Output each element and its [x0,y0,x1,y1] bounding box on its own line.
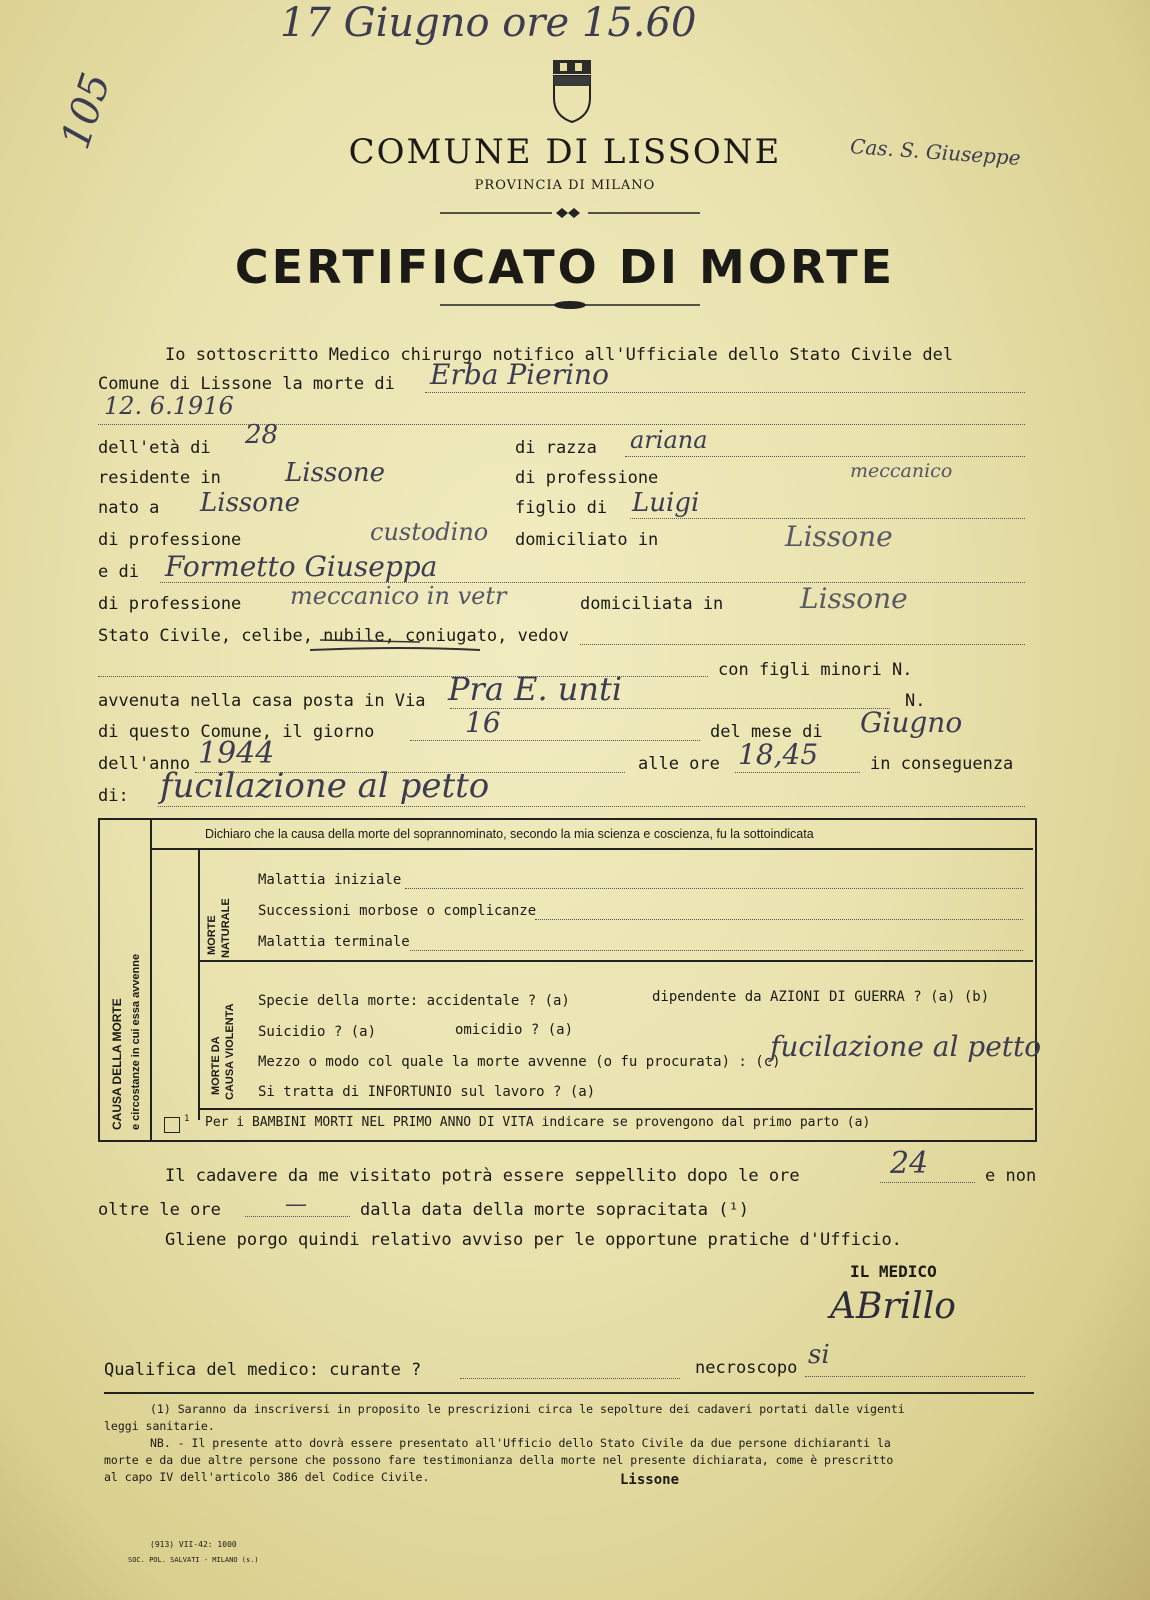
title-divider [440,298,700,312]
mezzo-modo: Mezzo o modo col quale la morte avvenne (o fu procurata) : (c) [258,1054,781,1070]
checkbox-note: 1 [184,1114,190,1124]
specie-morte: Specie della morte: accidentale ? (a) [258,993,570,1009]
ore-value: 18,45 [738,738,819,771]
avviso-line: Gliene porgo quindi relativo avviso per le opportune pratiche d'Ufficio. [165,1230,902,1250]
il-medico-label: IL MEDICO [850,1262,937,1281]
provincia-subtitle: PROVINCIA DI MILANO [474,178,656,193]
bambini-note: Per i BAMBINI MORTI NEL PRIMO ANNO DI VITA indicare se provengono dal primo parto (a) [205,1115,871,1130]
comune-title: COMUNE DI LISSONE [348,132,782,172]
conseguenza-label: in conseguenza [870,754,1014,774]
cause-header-rule [152,848,1033,850]
cause-side-sublabel: e circostanze in cui essa avvenne [130,953,142,1130]
qualifica-dotted [460,1378,680,1379]
natural-row-1: Malattia iniziale [258,872,402,888]
di-label: di: [98,786,129,806]
cause-side-label: CAUSA DELLA MORTE [110,998,124,1130]
age-value: 28 [245,420,279,450]
padre-dom-label: domiciliato in [515,530,659,550]
cause-box-header: Dichiaro che la causa della morte del soprannominato, secondo la mia scienza e coscienza, fu la sottoindicata [205,827,814,841]
numero-label: N. [905,691,926,711]
razza-dotted-line [625,456,1025,457]
handwritten-date-time: 17 Giugno ore 15.60 [280,0,697,46]
ore-dotted-line [735,772,860,773]
infortunio: Si tratta di INFORTUNIO sul lavoro ? (a) [258,1084,596,1100]
natural-death-sublabel: NATURALE [220,898,232,958]
coat-of-arms-icon [550,58,594,124]
natural-violent-rule [198,960,1033,962]
cause-inner-divider [198,850,200,1120]
name-dotted-line [425,392,1025,393]
qualifica-label: Qualifica del medico: curante ? [104,1360,422,1380]
mezzo-handwritten: fucilazione al petto [770,1030,1042,1063]
intro-line: Io sottoscritto Medico chirurgo notifico all'Ufficiale dello Stato Civile del [165,345,954,365]
note-1: (1) Saranno da inscriversi in proposito le prescrizioni circa le sepolture dei cadaveri portati dalle vigenti [150,1402,905,1416]
via-value: Pra E. unti [448,670,623,708]
stato-civile-dotted-line [580,644,1025,645]
cause-box-side-divider [150,818,152,1140]
stato-civile-strikes [240,632,570,656]
giorno-dotted-line [410,740,700,741]
birth-date-dotted-line [98,424,1025,425]
azioni-guerra: dipendente da AZIONI DI GUERRA ? (a) (b) [652,989,990,1005]
causa-dotted-line [158,806,1025,807]
madre-prof-label: di professione [98,594,242,614]
causa-value: fucilazione al petto [160,766,490,806]
residente-value: Lissone [285,458,386,488]
ornament-divider [440,205,700,221]
residente-label: residente in [98,468,221,488]
razza-label: di razza [515,438,597,458]
mese-value: Giugno [860,706,963,739]
madre-prof-value: meccanico in vetr [290,582,507,610]
notes-rule [104,1392,1034,1394]
via-dotted-line [450,708,890,709]
document-title: CERTIFICATO DI MORTE [234,240,896,294]
handwritten-side-note: Cas. S. Giuseppe [849,134,1022,170]
e-di-label: e di [98,562,139,582]
figlio-label: figlio di [515,498,608,518]
anno-value: 1944 [198,736,275,771]
oltre-value: — [285,1192,307,1217]
violent-death-label: MORTE DA [210,1036,222,1095]
natural-row-3: Malattia terminale [258,934,410,950]
seppellito-line: Il cadavere da me visitato potrà essere seppellito dopo le ore [165,1166,800,1186]
natural-row-1-dotted [405,888,1023,889]
natural-row-2: Successioni morbose o complicanze [258,903,537,919]
e-non-label: e non [985,1166,1037,1186]
giorno-value: 16 [465,706,501,739]
print-code: (913) VII-42: 1000 [150,1540,237,1549]
padre-value: Luigi [632,488,700,518]
anno-label: dell'anno [98,754,191,774]
professione-label: di professione [515,468,659,488]
professione-value: meccanico [850,460,953,482]
medico-signature: ABrillo [830,1286,956,1327]
padre-prof-value: custodino [370,518,489,546]
necroscopo-label: necroscopo [695,1358,798,1378]
razza-value: ariana [630,426,708,454]
avvenuta-label: avvenuta nella casa posta in Via [98,691,426,711]
natural-row-2-dotted [535,919,1023,920]
note-1b: leggi sanitarie. [104,1419,215,1433]
birth-date: 12. 6.1916 [104,392,234,420]
padre-prof-label: di professione [98,530,242,550]
mese-label: del mese di [710,722,823,742]
madre-dom-label: domiciliata in [580,594,724,614]
ore-label: alle ore [638,754,720,774]
madre-dom-value: Lissone [800,582,908,615]
padre-dom-value: Lissone [785,520,893,553]
suicidio: Suicidio ? (a) [258,1024,377,1040]
nato-label: nato a [98,498,160,518]
omicidio: omicidio ? (a) [455,1022,574,1038]
printer-name: SOC. POL. SALVATI - MILANO (s.) [128,1556,259,1564]
padre-dotted-line [630,518,1025,519]
note-2: NB. - Il presente atto dovrà essere presentato all'Ufficio dello Stato Civile da due persone dichiaranti la [150,1436,891,1450]
seppellimento-dotted [880,1182,975,1183]
oltre-label: oltre le ore [98,1200,221,1220]
note-2b: morte e da due altre persone che possono fare testimonianza della morte nel presente dichiarata, come è prescritto [104,1453,894,1467]
deceased-name: Erba Pierino [430,358,609,391]
madre-value: Formetto Giuseppa [165,550,438,583]
checkbox[interactable] [164,1117,180,1133]
comune-giorno-label: di questo Comune, il giorno [98,722,375,742]
necroscopo-dotted [805,1376,1025,1377]
eta-label: dell'età di [98,438,211,458]
natural-row-3-dotted [410,950,1023,951]
seppellimento-ore: 24 [890,1146,929,1181]
violent-death-sublabel: CAUSA VIOLENTA [224,1003,236,1100]
stato-civile-line: Stato Civile, celibe, nubile, coniugato, vedov [98,626,569,646]
dalla-data: dalla data della morte sopracitata (¹) [360,1200,749,1220]
oltre-dotted [245,1216,350,1217]
necroscopo-hand: si [808,1340,830,1370]
natural-death-label: MORTE [206,915,218,955]
nato-value: Lissone [200,488,301,518]
morte-di-label: Comune di Lissone la morte di [98,374,395,394]
note-2c: al capo IV dell'articolo 386 del Codice Civile. [104,1470,430,1484]
luogo: Lissone [620,1472,680,1488]
handwritten-doc-number: 105 [52,67,120,155]
figli-label: con figli minori N. [718,660,913,680]
bambini-rule [198,1108,1033,1110]
